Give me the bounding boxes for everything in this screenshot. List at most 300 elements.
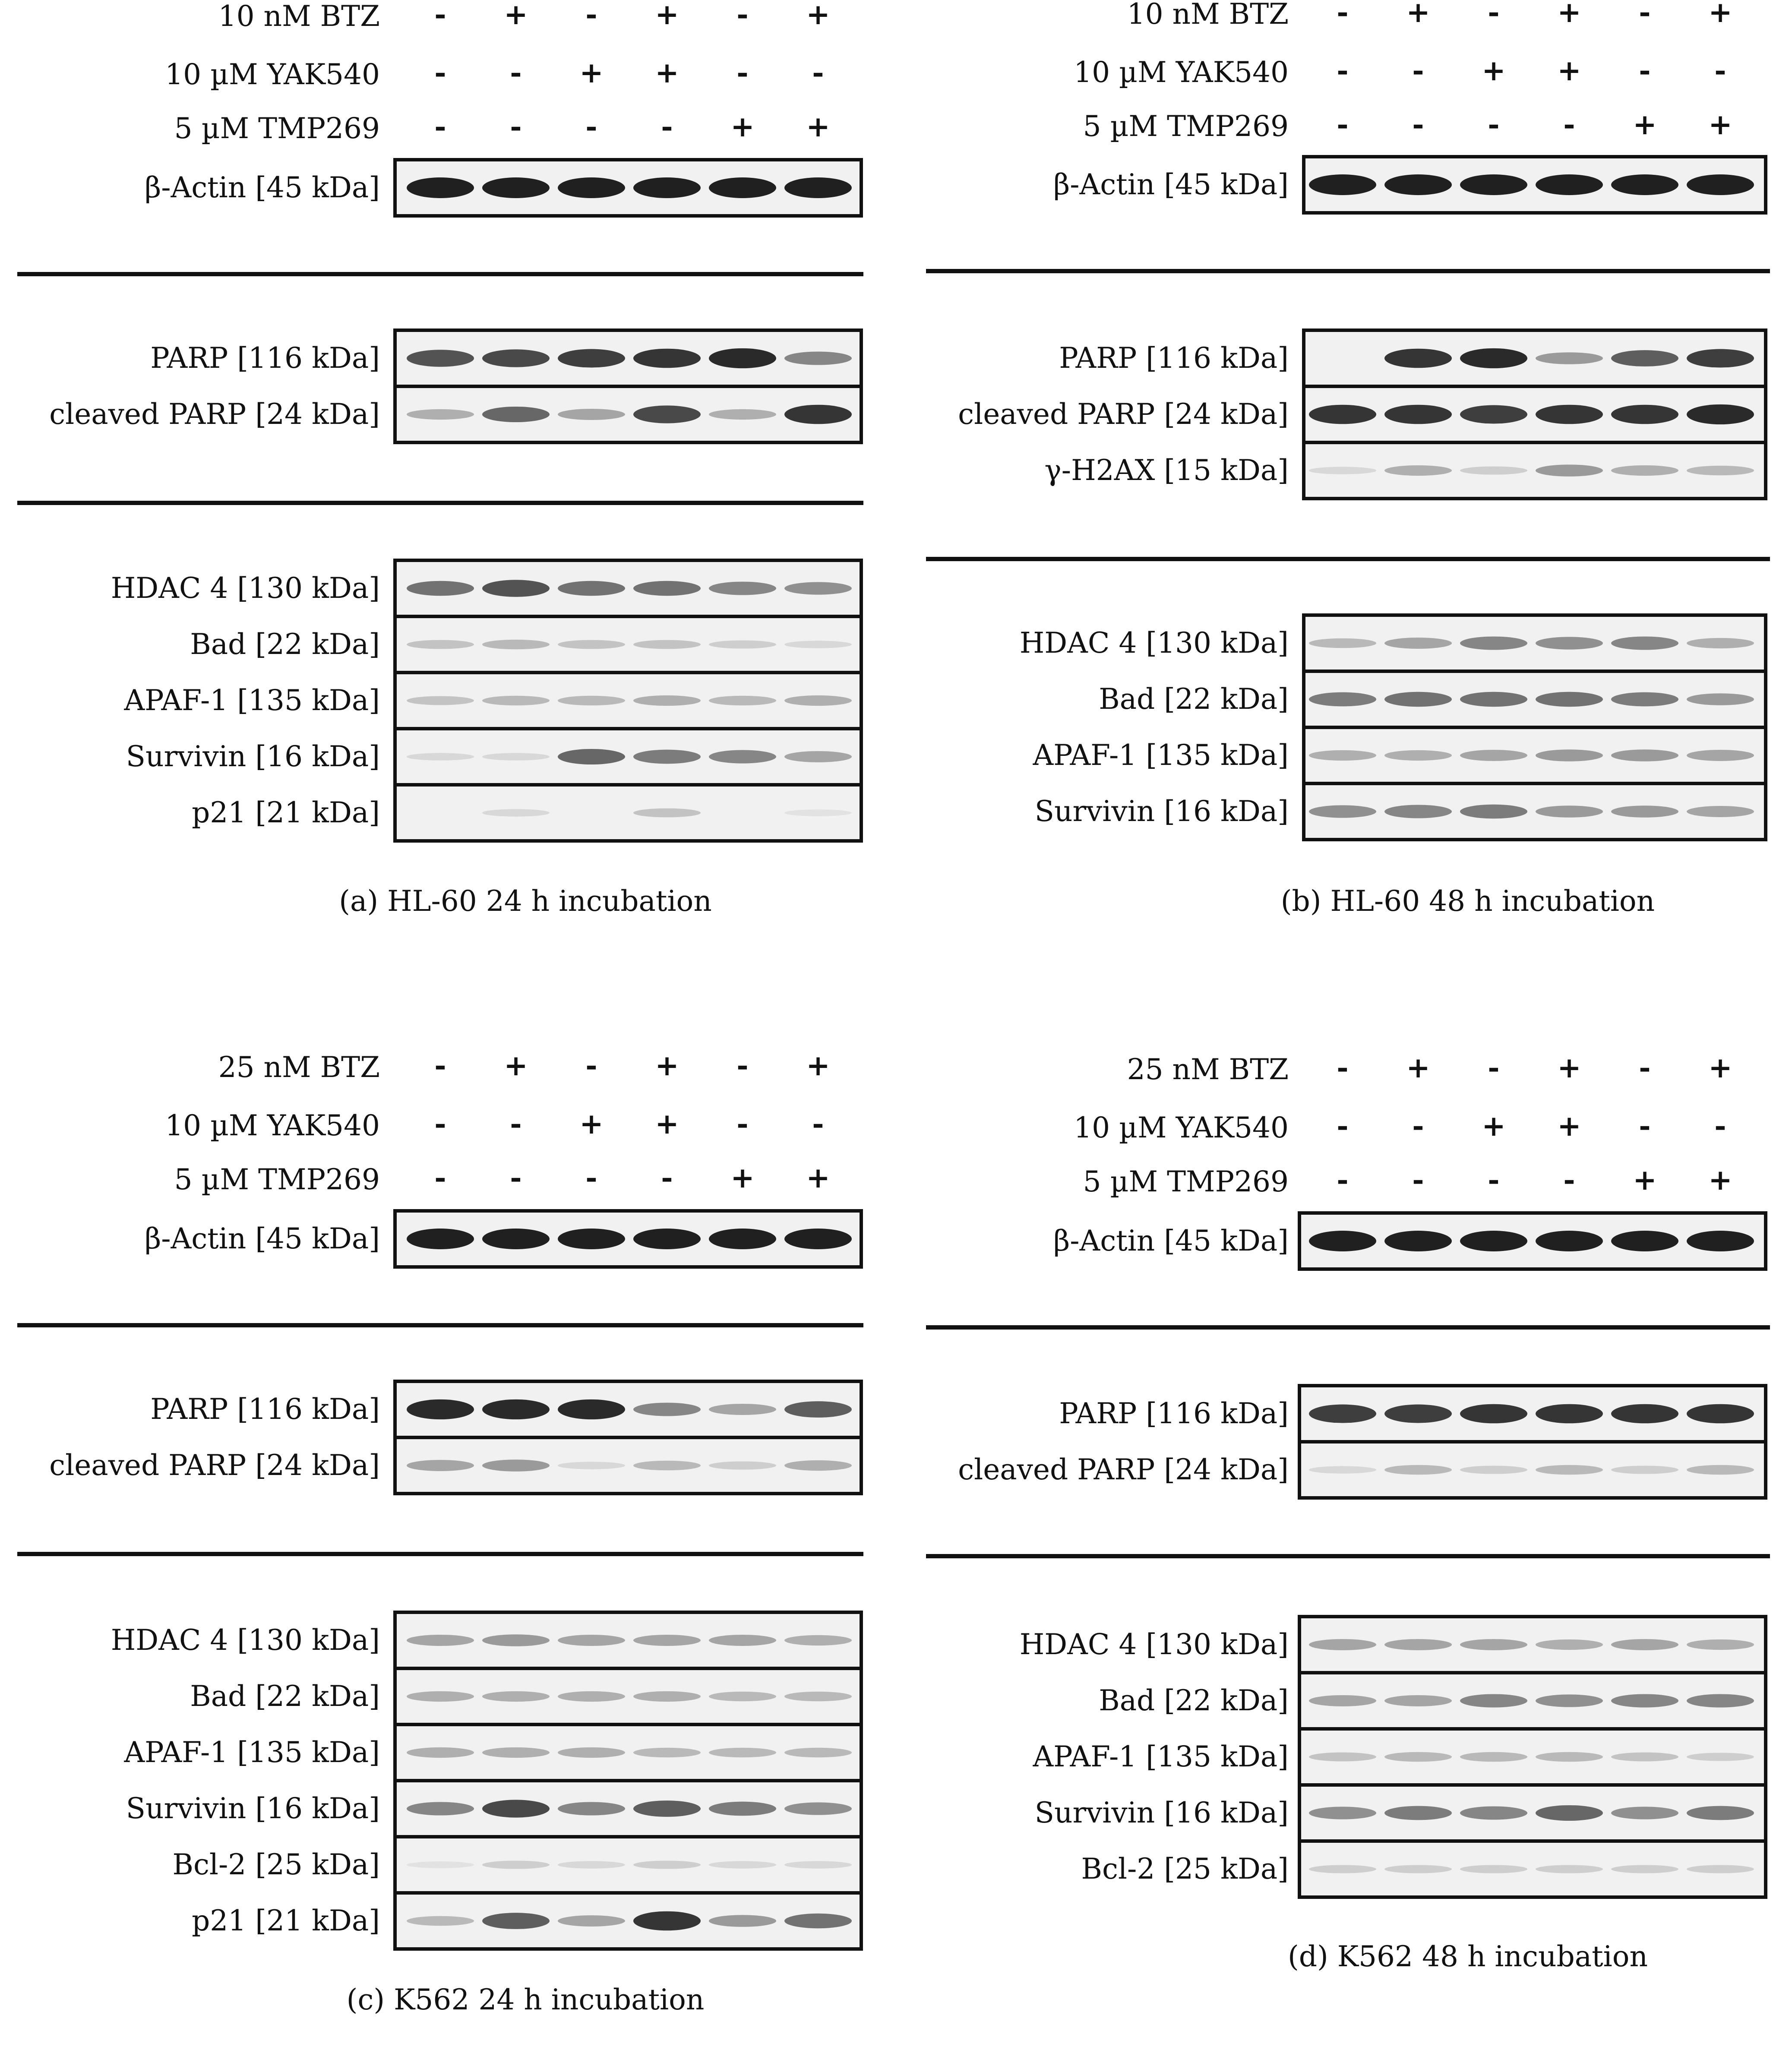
blot-band (1460, 405, 1527, 424)
blot-band (482, 1634, 550, 1646)
blot-band (1536, 749, 1603, 761)
blot-band (1611, 692, 1678, 707)
panel-b-figure (902, 0, 1792, 1019)
treatment-symbol: - (1412, 107, 1424, 141)
blot-band (709, 582, 776, 595)
blot-band (1687, 404, 1754, 424)
blot-label: PARP [116 kDa] (150, 341, 380, 375)
blot-band (784, 695, 852, 706)
blot-band (1384, 1639, 1452, 1650)
blot-band (558, 696, 625, 706)
panel-caption: (b) HL-60 48 h incubation (1280, 884, 1655, 918)
treatment-symbol: - (510, 110, 522, 143)
blot-label: β-Actin [45 kDa] (145, 171, 380, 204)
blot-band (482, 640, 550, 650)
blot-band (1309, 750, 1376, 761)
blot-band (1687, 1404, 1754, 1424)
blot-band (784, 1802, 852, 1815)
blot-band (1611, 1807, 1678, 1819)
blot-band (407, 409, 474, 420)
blot-band (633, 1748, 701, 1758)
blot-band (1536, 637, 1603, 649)
treatment-label: 25 nM BTZ (218, 1051, 380, 1084)
panel-d-figure (902, 1053, 1792, 2040)
blot-band (1460, 1466, 1527, 1474)
panel-caption: (a) HL-60 24 h incubation (339, 884, 712, 918)
treatment-symbol: - (661, 1161, 673, 1194)
treatment-symbol: - (1412, 1109, 1424, 1143)
treatment-symbol: - (510, 1161, 522, 1194)
treatment-symbol: - (585, 1049, 597, 1082)
blot-band (482, 1747, 550, 1758)
blot-band (784, 405, 852, 424)
blot-band (1687, 638, 1754, 648)
blot-band (1611, 1404, 1678, 1424)
blot-label: Survivin [16 kDa] (126, 740, 380, 773)
treatment-symbol: - (736, 1049, 749, 1082)
blot-band (1611, 1466, 1678, 1474)
blot-band (407, 696, 474, 705)
blot-band (558, 177, 625, 198)
blot-label: Bcl-2 [25 kDa] (172, 1848, 380, 1881)
blot-band (482, 1459, 550, 1472)
blot-band (709, 1861, 776, 1868)
blot-label: cleaved PARP [24 kDa] (49, 1449, 380, 1482)
blot-band (1536, 405, 1603, 424)
blot-band (1536, 1231, 1603, 1251)
blot-band (784, 641, 852, 648)
blot-band (1460, 1639, 1527, 1650)
blot-band (709, 640, 776, 648)
blot-band (1611, 1694, 1678, 1708)
treatment-symbol: - (434, 1107, 446, 1140)
treatment-symbol: + (504, 0, 528, 31)
treatment-symbol: + (1708, 1051, 1732, 1084)
treatment-symbol: - (1337, 1109, 1349, 1143)
treatment-symbol: + (1708, 0, 1732, 29)
treatment-symbol: - (585, 0, 597, 31)
blot-band (407, 1691, 474, 1702)
blot-band (633, 809, 701, 818)
blot-band (558, 1861, 625, 1868)
blot-band (558, 640, 625, 649)
blot-band (558, 1747, 625, 1758)
blot-band (558, 1229, 625, 1249)
treatment-symbol: + (1406, 1051, 1430, 1084)
treatment-symbol: - (1337, 1051, 1349, 1084)
treatment-symbol: - (1337, 1163, 1349, 1197)
treatment-symbol: + (1557, 1109, 1581, 1143)
blot-band (407, 1399, 474, 1419)
blot-band (407, 1861, 474, 1868)
blot-band (1309, 174, 1376, 195)
blot-band (633, 1461, 701, 1471)
treatment-symbol: + (730, 1161, 755, 1194)
treatment-symbol: + (730, 110, 755, 143)
treatment-symbol: - (434, 1049, 446, 1082)
blot-band (1687, 693, 1754, 705)
blot-band (407, 1229, 474, 1249)
treatment-symbol: - (1412, 54, 1424, 87)
blot-label: β-Actin [45 kDa] (145, 1222, 380, 1255)
blot-band (1384, 805, 1452, 818)
blot-band (633, 405, 701, 423)
blot-band (1309, 1466, 1376, 1473)
blot-band (482, 1860, 550, 1869)
blot-band (1384, 349, 1452, 368)
blot-band (784, 1914, 852, 1928)
blot-label: p21 [21 kDa] (192, 1904, 380, 1937)
treatment-symbol: - (434, 0, 446, 31)
treatment-symbol: - (1639, 1109, 1651, 1143)
blot-band (482, 696, 550, 706)
treatment-symbol: + (1557, 54, 1581, 87)
blot-band (784, 177, 852, 198)
blot-band (1460, 174, 1527, 195)
treatment-symbol: - (510, 56, 522, 89)
blot-band (1460, 1807, 1527, 1820)
blot-band (1309, 638, 1376, 648)
blot-band (1536, 174, 1603, 195)
blot-band (709, 1915, 776, 1927)
blot-band (558, 1462, 625, 1469)
treatment-symbol: + (806, 110, 830, 143)
blot-band (1460, 805, 1527, 819)
blot-band (1309, 1231, 1376, 1251)
treatment-symbol: - (736, 56, 749, 89)
blot-band (1611, 1753, 1678, 1762)
treatment-symbol: + (655, 1107, 679, 1140)
blot-band (1611, 350, 1678, 366)
treatment-symbol: - (736, 1107, 749, 1140)
blot-band (482, 1913, 550, 1929)
treatment-symbol: - (812, 56, 824, 89)
blot-band (482, 809, 550, 816)
blot-band (633, 1403, 701, 1416)
blot-band (482, 1399, 550, 1419)
blot-label: APAF-1 [135 kDa] (124, 684, 380, 717)
blot-band (784, 582, 852, 594)
blot-band (1309, 1807, 1376, 1819)
treatment-symbol: + (655, 1049, 679, 1082)
treatment-symbol: - (1488, 107, 1500, 141)
blot-band (482, 580, 550, 597)
blot-band (709, 1229, 776, 1249)
blot-band (1384, 692, 1452, 707)
treatment-label: 5 µM TMP269 (1083, 1165, 1289, 1198)
treatment-symbol: + (1557, 0, 1581, 29)
blot-band (407, 640, 474, 649)
blot-band (1687, 806, 1754, 817)
blot-band (1460, 692, 1527, 707)
blot-band (1536, 464, 1603, 477)
blot-band (407, 1747, 474, 1758)
panel-c (0, 1049, 896, 2072)
blot-band (709, 348, 776, 368)
blot-label: Bad [22 kDa] (1099, 1684, 1289, 1717)
blot-band (633, 750, 701, 764)
blot-band (1536, 1805, 1603, 1821)
blot-band (709, 1635, 776, 1646)
treatment-label: 5 µM TMP269 (1083, 110, 1289, 143)
blot-band (482, 1800, 550, 1817)
blot-band (558, 581, 625, 596)
treatment-label: 10 nM BTZ (218, 0, 380, 33)
blot-label: PARP [116 kDa] (150, 1393, 380, 1426)
blot-band (1384, 1865, 1452, 1873)
panel-a-figure (0, 0, 896, 1019)
blot-band (1687, 1231, 1754, 1251)
blot-band (1611, 1231, 1678, 1251)
panel-d (902, 1053, 1792, 2072)
blot-band (1384, 1405, 1452, 1423)
treatment-label: 10 µM YAK540 (1074, 56, 1289, 89)
blot-band (558, 1915, 625, 1927)
blot-band (1536, 1752, 1603, 1762)
treatment-symbol: + (655, 0, 679, 31)
blot-label: p21 [21 kDa] (192, 796, 380, 829)
blot-band (633, 1691, 701, 1702)
blot-band (784, 1229, 852, 1249)
treatment-symbol: + (806, 1161, 830, 1194)
blot-band (1309, 1405, 1376, 1423)
blot-label: β-Actin [45 kDa] (1053, 1224, 1289, 1257)
blot-band (482, 407, 550, 422)
treatment-symbol: + (1482, 1109, 1506, 1143)
blot-band (784, 1401, 852, 1418)
treatment-symbol: - (1337, 54, 1349, 87)
blot-band (709, 696, 776, 706)
treatment-symbol: - (1639, 54, 1651, 87)
blot-band (1384, 174, 1452, 195)
treatment-symbol: - (1412, 1163, 1424, 1197)
treatment-symbol: - (1563, 107, 1575, 141)
panel-b (902, 0, 1792, 1019)
blot-band (1460, 637, 1527, 650)
blot-band (1687, 349, 1754, 368)
blot-band (1687, 750, 1754, 761)
panel-c-figure (0, 1049, 896, 2040)
treatment-label: 10 nM BTZ (1127, 0, 1289, 31)
blot-band (709, 1802, 776, 1816)
blot-band (784, 751, 852, 762)
blot-band (1309, 1865, 1376, 1873)
treatment-symbol: - (1337, 107, 1349, 141)
treatment-symbol: - (585, 110, 597, 143)
blot-band (709, 409, 776, 420)
panel-caption: (d) K562 48 h incubation (1288, 1940, 1648, 1973)
blot-band (558, 1399, 625, 1419)
blot-band (1536, 1865, 1603, 1873)
blot-band (1384, 1806, 1452, 1820)
panel-caption: (c) K562 24 h incubation (346, 1983, 705, 2016)
blot-band (558, 1802, 625, 1816)
blot-band (1309, 692, 1376, 707)
blot-band (1460, 466, 1527, 474)
treatment-symbol: + (579, 1107, 604, 1140)
blot-band (633, 640, 701, 649)
blot-band (709, 1461, 776, 1469)
blot-band (1309, 467, 1376, 474)
treatment-symbol: - (1337, 0, 1349, 29)
blot-band (633, 695, 701, 706)
treatment-symbol: - (434, 110, 446, 143)
blot-band (1611, 465, 1678, 476)
treatment-symbol: - (434, 56, 446, 89)
blot-band (1611, 1865, 1678, 1873)
treatment-symbol: - (736, 0, 749, 31)
blot-band (784, 352, 852, 365)
blot-band (709, 1748, 776, 1758)
blot-band (1687, 1865, 1754, 1873)
blot-band (482, 177, 550, 198)
blot-band (1687, 466, 1754, 476)
treatment-symbol: + (806, 1049, 830, 1082)
blot-band (1611, 805, 1678, 818)
blot-label: APAF-1 [135 kDa] (1033, 739, 1289, 772)
treatment-symbol: - (434, 1161, 446, 1194)
blot-band (633, 1860, 701, 1869)
blot-label: Bad [22 kDa] (1099, 682, 1289, 716)
blot-label: Bad [22 kDa] (190, 1680, 380, 1713)
treatment-symbol: + (1482, 54, 1506, 87)
blot-band (1460, 1404, 1527, 1424)
blot-band (1687, 1753, 1754, 1761)
blot-label: PARP [116 kDa] (1059, 1397, 1289, 1430)
blot-band (1384, 1695, 1452, 1706)
treatment-label: 5 µM TMP269 (174, 1163, 380, 1196)
blot-band (1536, 352, 1603, 364)
treatment-symbol: - (812, 1107, 824, 1140)
blot-label: HDAC 4 [130 kDa] (1019, 1628, 1289, 1661)
treatment-symbol: + (1708, 107, 1732, 141)
treatment-symbol: - (1488, 1051, 1500, 1084)
treatment-label: 10 µM YAK540 (1074, 1111, 1289, 1144)
blot-label: cleaved PARP [24 kDa] (958, 1453, 1289, 1486)
blot-label: Bad [22 kDa] (190, 628, 380, 661)
blot-band (1460, 348, 1527, 368)
blot-label: Survivin [16 kDa] (126, 1792, 380, 1825)
blot-band (1611, 637, 1678, 650)
blot-band (1460, 1752, 1527, 1762)
blot-band (482, 1229, 550, 1249)
blot-band (1611, 1639, 1678, 1650)
blot-band (1687, 1465, 1754, 1475)
blot-band (1460, 1231, 1527, 1251)
blot-band (1309, 1695, 1376, 1706)
blot-band (407, 753, 474, 760)
blot-band (1309, 1639, 1376, 1650)
blot-band (1687, 174, 1754, 195)
blot-band (1384, 1231, 1452, 1251)
blot-label: cleaved PARP [24 kDa] (958, 398, 1289, 431)
blot-band (1536, 1694, 1603, 1707)
blot-band (482, 1691, 550, 1702)
blot-band (784, 1748, 852, 1758)
blot-band (784, 809, 852, 816)
blot-band (709, 750, 776, 764)
treatment-symbol: + (1557, 1051, 1581, 1084)
treatment-symbol: - (1488, 1163, 1500, 1197)
treatment-symbol: - (1639, 0, 1651, 29)
blot-band (558, 1635, 625, 1646)
blot-label: HDAC 4 [130 kDa] (111, 1623, 380, 1657)
blot-label: HDAC 4 [130 kDa] (111, 572, 380, 605)
treatment-symbol: + (1406, 0, 1430, 29)
blot-band (1536, 1404, 1603, 1424)
blot-band (558, 1691, 625, 1702)
blot-band (558, 349, 625, 368)
blot-band (1460, 750, 1527, 761)
blot-label: PARP [116 kDa] (1059, 341, 1289, 375)
treatment-symbol: - (1714, 1109, 1726, 1143)
blot-band (407, 1916, 474, 1926)
blot-band (1384, 465, 1452, 476)
blot-band (1611, 174, 1678, 195)
blot-band (482, 349, 550, 367)
blot-band (633, 1635, 701, 1646)
blot-band (633, 349, 701, 368)
blot-band (407, 1635, 474, 1646)
blot-band (1384, 1752, 1452, 1762)
blot-band (633, 177, 701, 198)
blot-band (1536, 805, 1603, 818)
blot-label: HDAC 4 [130 kDa] (1019, 626, 1289, 660)
blot-band (784, 1692, 852, 1702)
treatment-symbol: + (1633, 107, 1657, 141)
blot-band (1611, 749, 1678, 761)
treatment-symbol: - (585, 1161, 597, 1194)
blot-band (1536, 1639, 1603, 1650)
blot-label: Survivin [16 kDa] (1034, 1796, 1289, 1829)
blot-band (1384, 750, 1452, 761)
blot-band (1687, 1806, 1754, 1820)
blot-band (1309, 1753, 1376, 1762)
blot-band (1536, 1465, 1603, 1475)
treatment-symbol: + (806, 0, 830, 31)
blot-band (1309, 805, 1376, 818)
treatment-label: 10 µM YAK540 (165, 58, 380, 91)
blot-band (633, 1229, 701, 1249)
blot-band (407, 350, 474, 367)
blot-band (1384, 638, 1452, 649)
treatment-label: 5 µM TMP269 (174, 112, 380, 145)
treatment-symbol: - (510, 1107, 522, 1140)
blot-band (709, 177, 776, 198)
treatment-symbol: - (661, 110, 673, 143)
blot-band (1687, 1639, 1754, 1650)
blot-band (1611, 405, 1678, 424)
treatment-symbol: - (1714, 54, 1726, 87)
treatment-symbol: + (655, 56, 679, 89)
treatment-symbol: + (579, 56, 604, 89)
blot-band (407, 1802, 474, 1816)
treatment-symbol: - (1639, 1051, 1651, 1084)
treatment-symbol: - (1563, 1163, 1575, 1197)
blot-band (633, 1911, 701, 1931)
blot-band (407, 1460, 474, 1471)
blot-band (407, 177, 474, 198)
blot-band (633, 1800, 701, 1817)
treatment-symbol: + (1708, 1163, 1732, 1197)
blot-band (709, 1692, 776, 1702)
blot-band (482, 753, 550, 760)
blot-band (633, 581, 701, 596)
treatment-symbol: + (504, 1049, 528, 1082)
blot-band (709, 1404, 776, 1415)
blot-band (558, 749, 625, 764)
blot-band (407, 581, 474, 596)
